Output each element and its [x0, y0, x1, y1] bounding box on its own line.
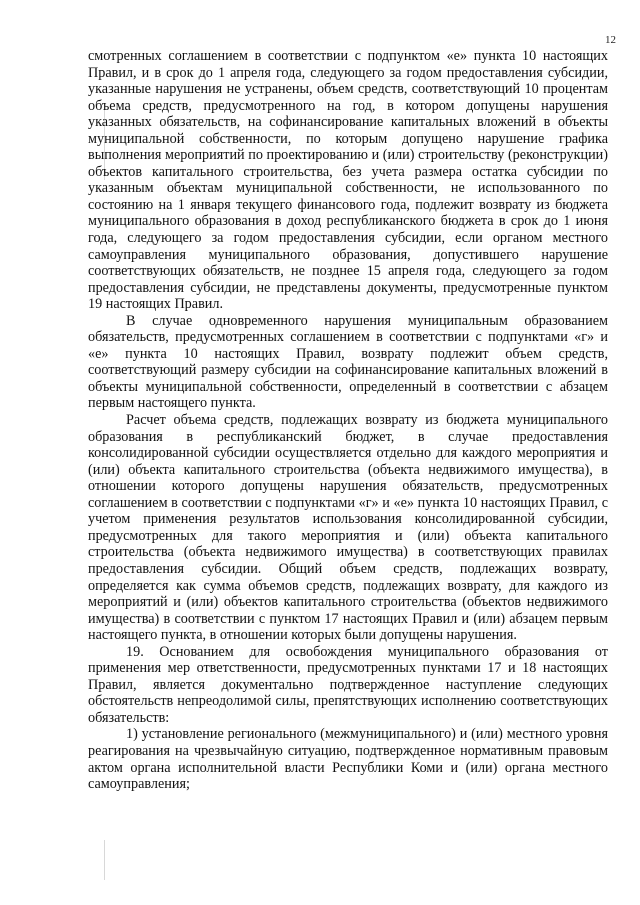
- page-number: 12: [605, 34, 616, 46]
- paragraph-continuation: смотренных соглашением в соответствии с подпунктом «е» пункта 10 настоящих Правил, и в срок до 1 апреля года, следующего за годом предоставления субсидии, указанные нарушения не устранены, объем средств, соответствующий 10 процентам объема средств, предусмотренного на год, в котором допущены нарушения указанных обязательств, на софинансирование капитальных вложений в объекты муниципальной собственности, по которым допущено нарушение графика выполнения мероприятий по проектированию и (или) строительству (реконструкции) объектов капитального строительства, без учета размера остатка субсидии по указанным объектам муниципальной собственности, не использованного по состоянию на 1 января текущего финансового года, подлежит возврату из бюджета муниципального образования в доход республиканского бюджета в срок до 1 июня года, следующего за годом предоставления субсидии, если органом местного самоуправления муниципального образования, допустившего нарушение соответствующих обязательств, не позднее 15 апреля года, следующего за годом предоставления субсидии, не представлены документы, предусмотренные пунктом 19 настоящих Правил.: [88, 48, 608, 313]
- paragraph-subitem-1: 1) установление регионального (межмуниципального) и (или) местного уровня реагирования на чрезвычайную ситуацию, подтвержденное нормативным правовым актом органа исполнительной власти Республики Коми и (или) органа местного самоуправления;: [88, 726, 608, 793]
- document-body: [88, 48, 608, 793]
- paragraph-calculation: Расчет объема средств, подлежащих возврату из бюджета муниципального образования в республиканский бюджет, в случае предоставления консолидированной субсидии осуществляется отдельно для каждого мероприятия и (или) объекта капитального строительства (объекта недвижимого имущества), в отношении которого допущены нарушения обязательств, предусмотренных соглашением в соответствии с подпунктами «г» и «е» пункта 10 настоящих Правил, с учетом применения результатов использования консолидированной субсидии, предусмотренных для такого мероприятия и (или) объекта капитального строительства (объекта недвижимого имущества) в соответствующих правилах предоставления субсидии. Общий объем средств, подлежащих возврату, определяется как сумма объемов средств, подлежащих возврату, для каждого из мероприятий и (или) объектов капитального строительства (объектов недвижимого имущества) в соответствии с пунктом 17 настоящих Правил и (или) абзацем первым настоящего пункта, в отношении которых были допущены нарушения.: [88, 412, 608, 644]
- paragraph-simultaneous-violation: В случае одновременного нарушения муниципальным образованием обязательств, предусмотренных соглашением в соответствии с подпунктами «г» и «е» пункта 10 настоящих Правил, возврату подлежит объем средств, соответствующий размеру субсидии на софинансирование капитальных вложений в объекты муниципальной собственности, определенный в соответствии с абзацем первым настоящего пункта.: [88, 312, 608, 412]
- scan-artifact-line: [104, 840, 105, 880]
- paragraph-item-19: 19. Основанием для освобождения муниципального образования от применения мер ответственности, предусмотренных пунктами 17 и 18 настоящих Правил, является документально подтвержденное наступление следующих обстоятельств непреодолимой силы, препятствующих исполнению соответствующих обязательств:: [88, 643, 608, 726]
